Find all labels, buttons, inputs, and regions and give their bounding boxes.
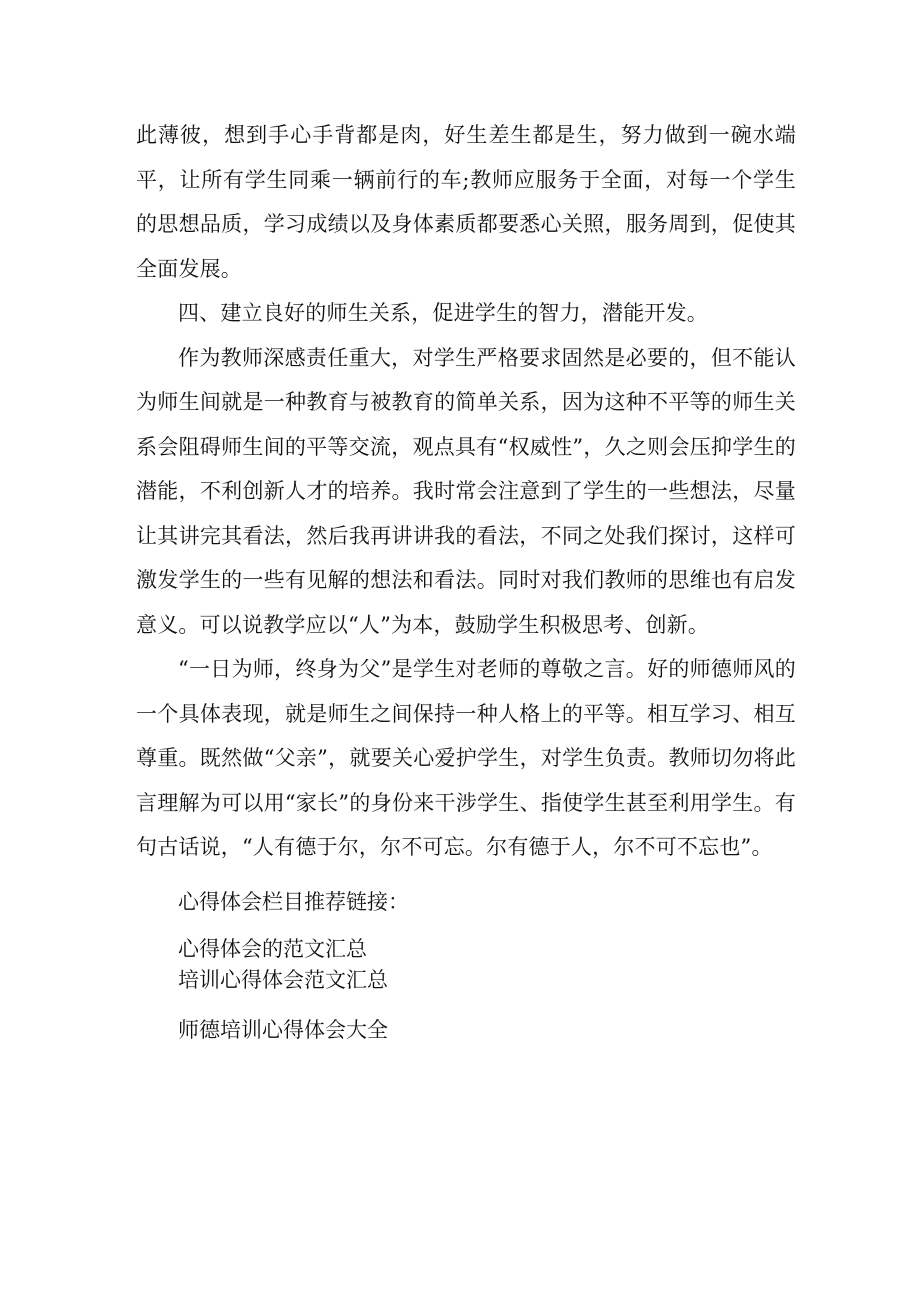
paragraph-teacher-father-quote: “一日为师，终身为父”是学生对老师的尊敬之言。好的师德师风的一个具体表现，就是师生之间保持一种人格上的平等。相互学习、相互尊重。既然做“父亲”，就要关心爱护学生，对学生负责。教师切勿将此言理解为可以用“家长”的身份来干涉学生、指使学生甚至利用学生。有句古话说，“人有德于尔，尔不可忘。尔有德于人，尔不可不忘也”。 (136, 657, 796, 859)
paragraph-teacher-responsibility: 作为教师深感责任重大，对学生严格要求固然是必要的，但不能认为师生间就是一种教育与被教育的简单关系，因为这种不平等的师生关系会阻碍师生间的平等交流，观点具有“权威性”，久之则会压抑学生的潜能，不利创新人才的培养。我时常会注意到了学生的一些想法，尽量让其讲完其看法，然后我再讲讲我的看法，不同之处我们探讨，这样可激发学生的一些有见解的想法和看法。同时对我们教师的思维也有启发意义。可以说教学应以“人”为本，鼓励学生积极思考、创新。 (136, 345, 796, 637)
link-ethics-training-collection[interactable]: 师德培训心得体会大全 (178, 1018, 388, 1042)
link-essay-summary[interactable]: 心得体会的范文汇总 (178, 937, 367, 961)
document-body (136, 113, 796, 870)
link-training-summary[interactable]: 培训心得体会范文汇总 (178, 968, 388, 992)
paragraph-continuation: 此薄彼，想到手心手背都是肉，好生差生都是生，努力做到一碗水端平，让所有学生同乘一辆前行的车;教师应服务于全面，对每一个学生的思想品质，学习成绩以及身体素质都要悉心关照，服务周到，促使其全面发展。 (136, 123, 796, 281)
section-heading-four: 四、建立良好的师生关系，促进学生的智力，潜能开发。 (178, 301, 708, 325)
recommended-links-title: 心得体会栏目推荐链接： (178, 890, 409, 914)
